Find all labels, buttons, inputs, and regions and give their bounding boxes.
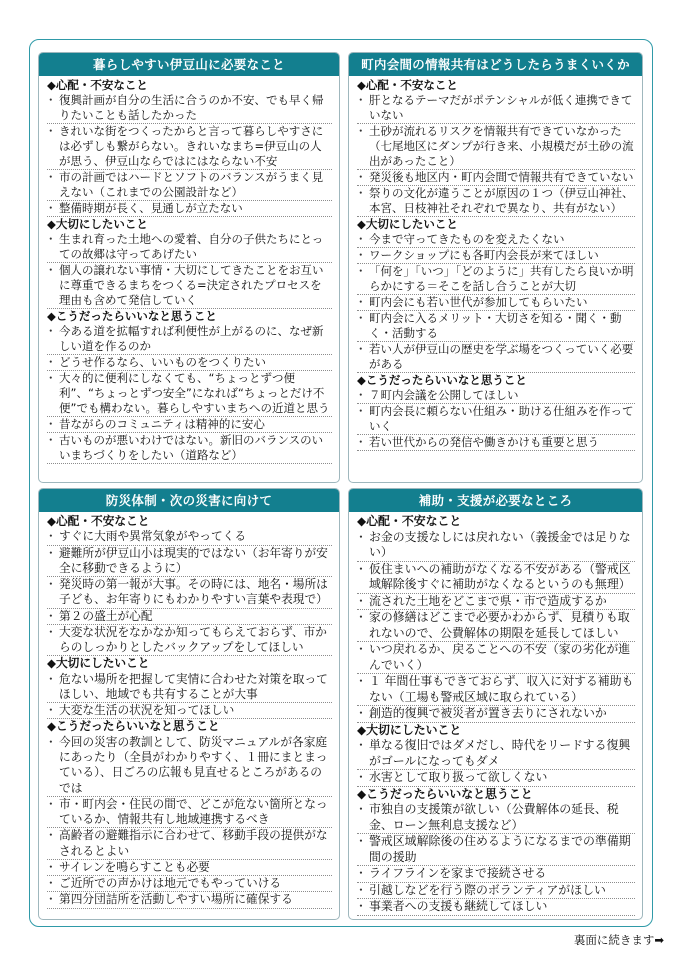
panel-body: [39, 76, 339, 464]
section-heading: ◆こうだったらいいなと思うこと: [357, 373, 527, 387]
list-item: ・ 仮住まいへの補助がなくなる不安がある（警戒区域解除後すぐに補助がなくなるというのも無理）: [357, 562, 635, 594]
list-item: ・ 今ある道を拡幅すれば利便性が上がるのに、なぜ新しい道を作るのか: [47, 324, 332, 355]
list-item: ・ 祭りの文化が違うことが原因の１つ（伊豆山神社、本宮、日枝神社それぞれで異なり、共有がない）: [357, 186, 635, 217]
section-heading: ◆大切にしたいこと: [47, 217, 148, 231]
list-item: ・ お金の支援なしには戻れない（義援金では足りない）: [357, 530, 635, 562]
list-item: ・ 単なる復旧ではダメだし、時代をリードする復興がゴールになってもダメ: [357, 738, 635, 770]
item-list: [47, 735, 332, 909]
item-list: [47, 93, 332, 217]
list-item: ・ 生まれ育った土地への愛着、自分の子供たちにとっての故郷は守ってあげたい: [47, 232, 332, 263]
item-list: [47, 672, 332, 720]
panel-title: 町内会間の情報共有はどうしたらうまくいくか: [349, 53, 642, 76]
list-item: ・ ワークショップにも各町内会長が来てほしい: [357, 248, 635, 264]
list-item: ・ 高齢者の避難指示に合わせて、移動手段の提供がなされるとよい: [47, 828, 332, 860]
list-item: ・ 古いものが悪いわけではない。新旧のバランスのいいまちづくりをしたい（道路など）: [47, 433, 332, 464]
list-item: ・ 第四分団詰所を活動しやすい場所に確保する: [47, 892, 332, 908]
list-item: ・ 発災後も地区内・町内会間で情報共有できていない: [357, 170, 635, 186]
list-item: ・ 復興計画が自分の生活に合うのか不安、でも早く帰りたいことも話したかった: [47, 93, 332, 124]
item-list: [357, 802, 635, 916]
list-item: ・ 危ない場所を把握して実情に合わせた対策を取ってほしい、地域でも共有することが大事: [47, 672, 332, 704]
section-heading: ◆大切にしたいこと: [357, 722, 462, 737]
list-item: ・ 引越しなどを行う際のボランティアがほしい: [357, 883, 635, 900]
section-heading: ◆こうだったらいいなと思うこと: [47, 309, 217, 323]
list-item: ・ １ 年間仕事もできておらず、収入に対する補助もない（工場も警戒区域に取られている）: [357, 674, 635, 706]
panel-body: [39, 512, 339, 909]
list-item: ・ 大々的に便利にしなくても、“ちょっとずつ便利”、“ちょっとずつ安全”になれば“ちょっとだけ不便”でも構わない。暮らしやすいまちへの近道と思う: [47, 371, 332, 417]
section-heading: ◆心配・不安なこと: [357, 78, 458, 92]
list-item: ・ きれいな街をつくったからと言って暮らしやすさには必ずしも繋がらない。きれいなまち=伊豆山の人が思う、伊豆山ならではにはならない不安: [47, 124, 332, 170]
panel-title: 防災体制・次の災害に向けて: [39, 489, 339, 512]
list-item: ・ 町内会長に頼らない仕組み・助ける仕組みを作っていく: [357, 404, 635, 435]
list-item: ・ 家の修繕はどこまで必要かわからず、見積りも取れないので、公費解体の期限を延長してほしい: [357, 610, 635, 642]
panel-title: 補助・支援が必要なところ: [349, 489, 642, 512]
section-heading: ◆心配・不安なこと: [357, 514, 462, 528]
list-item: ・ 昔ながらのコミュニティは精神的に安心: [47, 417, 332, 433]
list-item: ・ いつ戻れるか、戻ることへの不安（家の劣化が進んでいく）: [357, 642, 635, 674]
list-item: ・ 大変な状況をなかなか知ってもらえておらず、市からのしっかりとしたバックアップをしてほしい: [47, 625, 332, 657]
panel-body: [349, 76, 642, 451]
list-item: ・ 事業者への支援も継続してほしい: [357, 899, 635, 916]
panel-living: [38, 52, 340, 483]
section-heading: ◆心配・不安なこと: [47, 514, 150, 528]
section-heading: ◆こうだったらいいなと思うこと: [357, 786, 533, 801]
list-item: ・ 今まで守ってきたものを変えたくない: [357, 232, 635, 248]
item-list: [357, 232, 635, 373]
list-item: ・ ライフラインを家まで接続させる: [357, 866, 635, 883]
panel-title: 暮らしやすい伊豆山に必要なこと: [39, 53, 339, 76]
continue-label: 裏面に続きます➡: [573, 933, 664, 947]
list-item: ・ 整備時期が長く、見通しが立たない: [47, 201, 332, 217]
section-heading: ◆大切にしたいこと: [47, 656, 150, 671]
panel-disaster-prevention: [38, 488, 340, 920]
list-item: ・ 発災時の第一報が大事。その時には、地名・場所は子ども、お年寄りにもわかりやすい言葉や表現で）: [47, 577, 332, 609]
section-heading: ◆大切にしたいこと: [357, 217, 458, 231]
item-list: [47, 232, 332, 309]
list-item: ・ 今回の災害の教訓として、防災マニュアルが各家庭にあったり（全員がわかりやすく、１冊にまとまっている）、日ごろの広報も見直せるところがあるのでは: [47, 735, 332, 797]
list-item: ・ 創造的復興で被災者が置き去りにされないか: [357, 706, 635, 723]
list-item: ・ 避難所が伊豆山小は現実的ではない（お年寄りが安全に移動できるように）: [47, 546, 332, 578]
list-item: ・ すぐに大雨や異常気象がやってくる: [47, 529, 332, 545]
list-item: ・ 市の計画ではハードとソフトのバランスがうまく見えない（これまでの公園設計など）: [47, 170, 332, 201]
item-list: [357, 738, 635, 787]
panel-info-sharing: [348, 52, 643, 483]
item-list: [357, 530, 635, 723]
section-heading: ◆心配・不安なこと: [47, 78, 148, 92]
list-item: ・ 大変な生活の状況を知ってほしい: [47, 703, 332, 719]
list-item: ・ 水害として取り扱って欲しくない: [357, 770, 635, 787]
list-item: ・ 「何を」「いつ」「どのように」共有したら良いか明らかにする＝そこを話し合うことが大切: [357, 264, 635, 295]
list-item: ・ ７町内会議を公開してほしい: [357, 388, 635, 404]
item-list: [47, 324, 332, 464]
list-item: ・ 市独自の支援策が欲しい（公費解体の延長、税金、ローン無利息支援など）: [357, 802, 635, 834]
list-item: ・ 市・町内会・住民の間で、どこが危ない箇所となっているか、情報共有し地域連携するべき: [47, 797, 332, 829]
list-item: ・ 土砂が流れるリスクを情報共有できていなかった（七尾地区にダンプが行き来、小規模だが土砂の流出があったこと）: [357, 124, 635, 170]
list-item: ・ 町内会にも若い世代が参加してもらいたい: [357, 295, 635, 311]
list-item: ・ 若い世代からの発信や働きかけも重要と思う: [357, 435, 635, 451]
list-item: ・ どうせ作るなら、いいものをつくりたい: [47, 355, 332, 371]
item-list: [357, 93, 635, 217]
panel-support: [348, 488, 643, 920]
list-item: ・ 町内会に入るメリット・大切さを知る・聞く・動く・活動する: [357, 311, 635, 342]
list-item: ・ 第２の盛土が心配: [47, 609, 332, 625]
section-heading: ◆こうだったらいいなと思うこと: [47, 719, 220, 734]
item-list: [357, 388, 635, 451]
list-item: ・ サイレンを鳴らすことも必要: [47, 860, 332, 876]
list-item: ・ 肝となるテーマだがポテンシャルが低く連携できていない: [357, 93, 635, 124]
list-item: ・ 若い人が伊豆山の歴史を学ぶ場をつくっていく必要がある: [357, 342, 635, 373]
list-item: ・ 個人の譲れない事情・大切にしてきたことをお互いに尊重できるまちをつくる=決定されたプロセスを理由も含めて発信していく: [47, 263, 332, 309]
list-item: ・ ご近所での声かけは地元でもやっていける: [47, 876, 332, 892]
item-list: [47, 529, 332, 656]
list-item: ・ 警戒区域解除後の住めるようになるまでの準備期間の援助: [357, 834, 635, 866]
list-item: ・ 流された土地をどこまで県・市で造成するか: [357, 594, 635, 611]
panel-body: [349, 512, 642, 916]
